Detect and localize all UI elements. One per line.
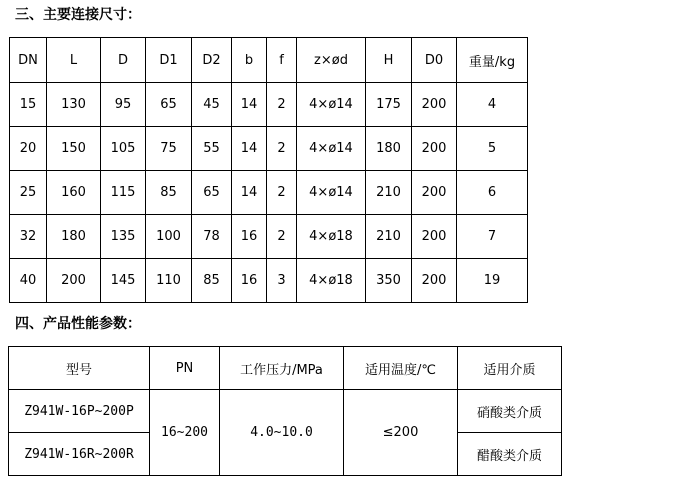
header-cell: D1 xyxy=(146,38,192,83)
header-cell: PN xyxy=(150,347,220,390)
table-cell: 175 xyxy=(366,83,412,127)
table-cell: 100 xyxy=(146,215,192,259)
section-heading-performance: 四、产品性能参数： xyxy=(15,316,141,332)
header-cell: z×ød xyxy=(297,38,366,83)
table-cell: 135 xyxy=(101,215,146,259)
table-header-row xyxy=(10,38,528,83)
table-cell: 210 xyxy=(366,171,412,215)
table-cell: 7 xyxy=(457,215,528,259)
model-cell: Z941W-16P~200P xyxy=(9,390,150,433)
pressure-cell: 4.0~10.0 xyxy=(220,390,344,476)
table-row xyxy=(10,259,528,303)
header-cell: D xyxy=(101,38,146,83)
table-cell: 145 xyxy=(101,259,146,303)
temperature-cell: ≤200 xyxy=(344,390,458,476)
table-cell: 4×ø18 xyxy=(297,215,366,259)
table-row xyxy=(10,215,528,259)
table-row xyxy=(9,390,562,433)
header-cell: D0 xyxy=(412,38,457,83)
table-cell: 85 xyxy=(146,171,192,215)
header-cell: f xyxy=(267,38,297,83)
table-cell: 5 xyxy=(457,127,528,171)
table-cell: 2 xyxy=(267,127,297,171)
table-cell: 32 xyxy=(10,215,47,259)
table-cell: 16 xyxy=(232,259,267,303)
table-cell: 110 xyxy=(146,259,192,303)
table-cell: 4×ø14 xyxy=(297,83,366,127)
performance-table xyxy=(8,346,562,476)
dimensions-table xyxy=(9,37,528,303)
header-cell: L xyxy=(47,38,101,83)
header-cell: 工作压力/MPa xyxy=(220,347,344,390)
header-cell: DN xyxy=(10,38,47,83)
table-cell: 75 xyxy=(146,127,192,171)
table-cell: 4×ø18 xyxy=(297,259,366,303)
table-cell: 16 xyxy=(232,215,267,259)
table-cell: 160 xyxy=(47,171,101,215)
header-cell: 重量/kg xyxy=(457,38,528,83)
table-row xyxy=(10,127,528,171)
table-cell: 65 xyxy=(146,83,192,127)
table-cell: 85 xyxy=(192,259,232,303)
table-cell: 200 xyxy=(412,127,457,171)
table-cell: 14 xyxy=(232,171,267,215)
table-row xyxy=(10,171,528,215)
table-cell: 2 xyxy=(267,171,297,215)
table-cell: 180 xyxy=(47,215,101,259)
table-cell: 14 xyxy=(232,83,267,127)
table-cell: 200 xyxy=(412,215,457,259)
table-cell: 14 xyxy=(232,127,267,171)
model-cell: Z941W-16R~200R xyxy=(9,433,150,476)
table-cell: 150 xyxy=(47,127,101,171)
table-cell: 4×ø14 xyxy=(297,171,366,215)
header-cell: 适用温度/℃ xyxy=(344,347,458,390)
pn-cell: 16~200 xyxy=(150,390,220,476)
table-cell: 20 xyxy=(10,127,47,171)
table-cell: 95 xyxy=(101,83,146,127)
section-heading-dimensions: 三、主要连接尺寸： xyxy=(15,7,141,23)
table-cell: 200 xyxy=(412,83,457,127)
table-cell: 40 xyxy=(10,259,47,303)
table-cell: 200 xyxy=(412,171,457,215)
table-cell: 130 xyxy=(47,83,101,127)
medium-cell: 醋酸类介质 xyxy=(458,433,562,476)
table-cell: 55 xyxy=(192,127,232,171)
table-cell: 25 xyxy=(10,171,47,215)
medium-cell: 硝酸类介质 xyxy=(458,390,562,433)
header-cell: D2 xyxy=(192,38,232,83)
table-cell: 2 xyxy=(267,83,297,127)
table-cell: 4×ø14 xyxy=(297,127,366,171)
header-cell: 型号 xyxy=(9,347,150,390)
table-cell: 4 xyxy=(457,83,528,127)
table-cell: 115 xyxy=(101,171,146,215)
table-cell: 200 xyxy=(47,259,101,303)
table-header-row xyxy=(9,347,562,390)
table-cell: 3 xyxy=(267,259,297,303)
table-cell: 180 xyxy=(366,127,412,171)
table-cell: 210 xyxy=(366,215,412,259)
table-cell: 19 xyxy=(457,259,528,303)
table-cell: 15 xyxy=(10,83,47,127)
table-cell: 65 xyxy=(192,171,232,215)
header-cell: b xyxy=(232,38,267,83)
table-cell: 2 xyxy=(267,215,297,259)
table-cell: 200 xyxy=(412,259,457,303)
header-cell: H xyxy=(366,38,412,83)
table-cell: 105 xyxy=(101,127,146,171)
table-cell: 45 xyxy=(192,83,232,127)
table-cell: 78 xyxy=(192,215,232,259)
table-cell: 350 xyxy=(366,259,412,303)
header-cell: 适用介质 xyxy=(458,347,562,390)
table-row xyxy=(10,83,528,127)
table-cell: 6 xyxy=(457,171,528,215)
